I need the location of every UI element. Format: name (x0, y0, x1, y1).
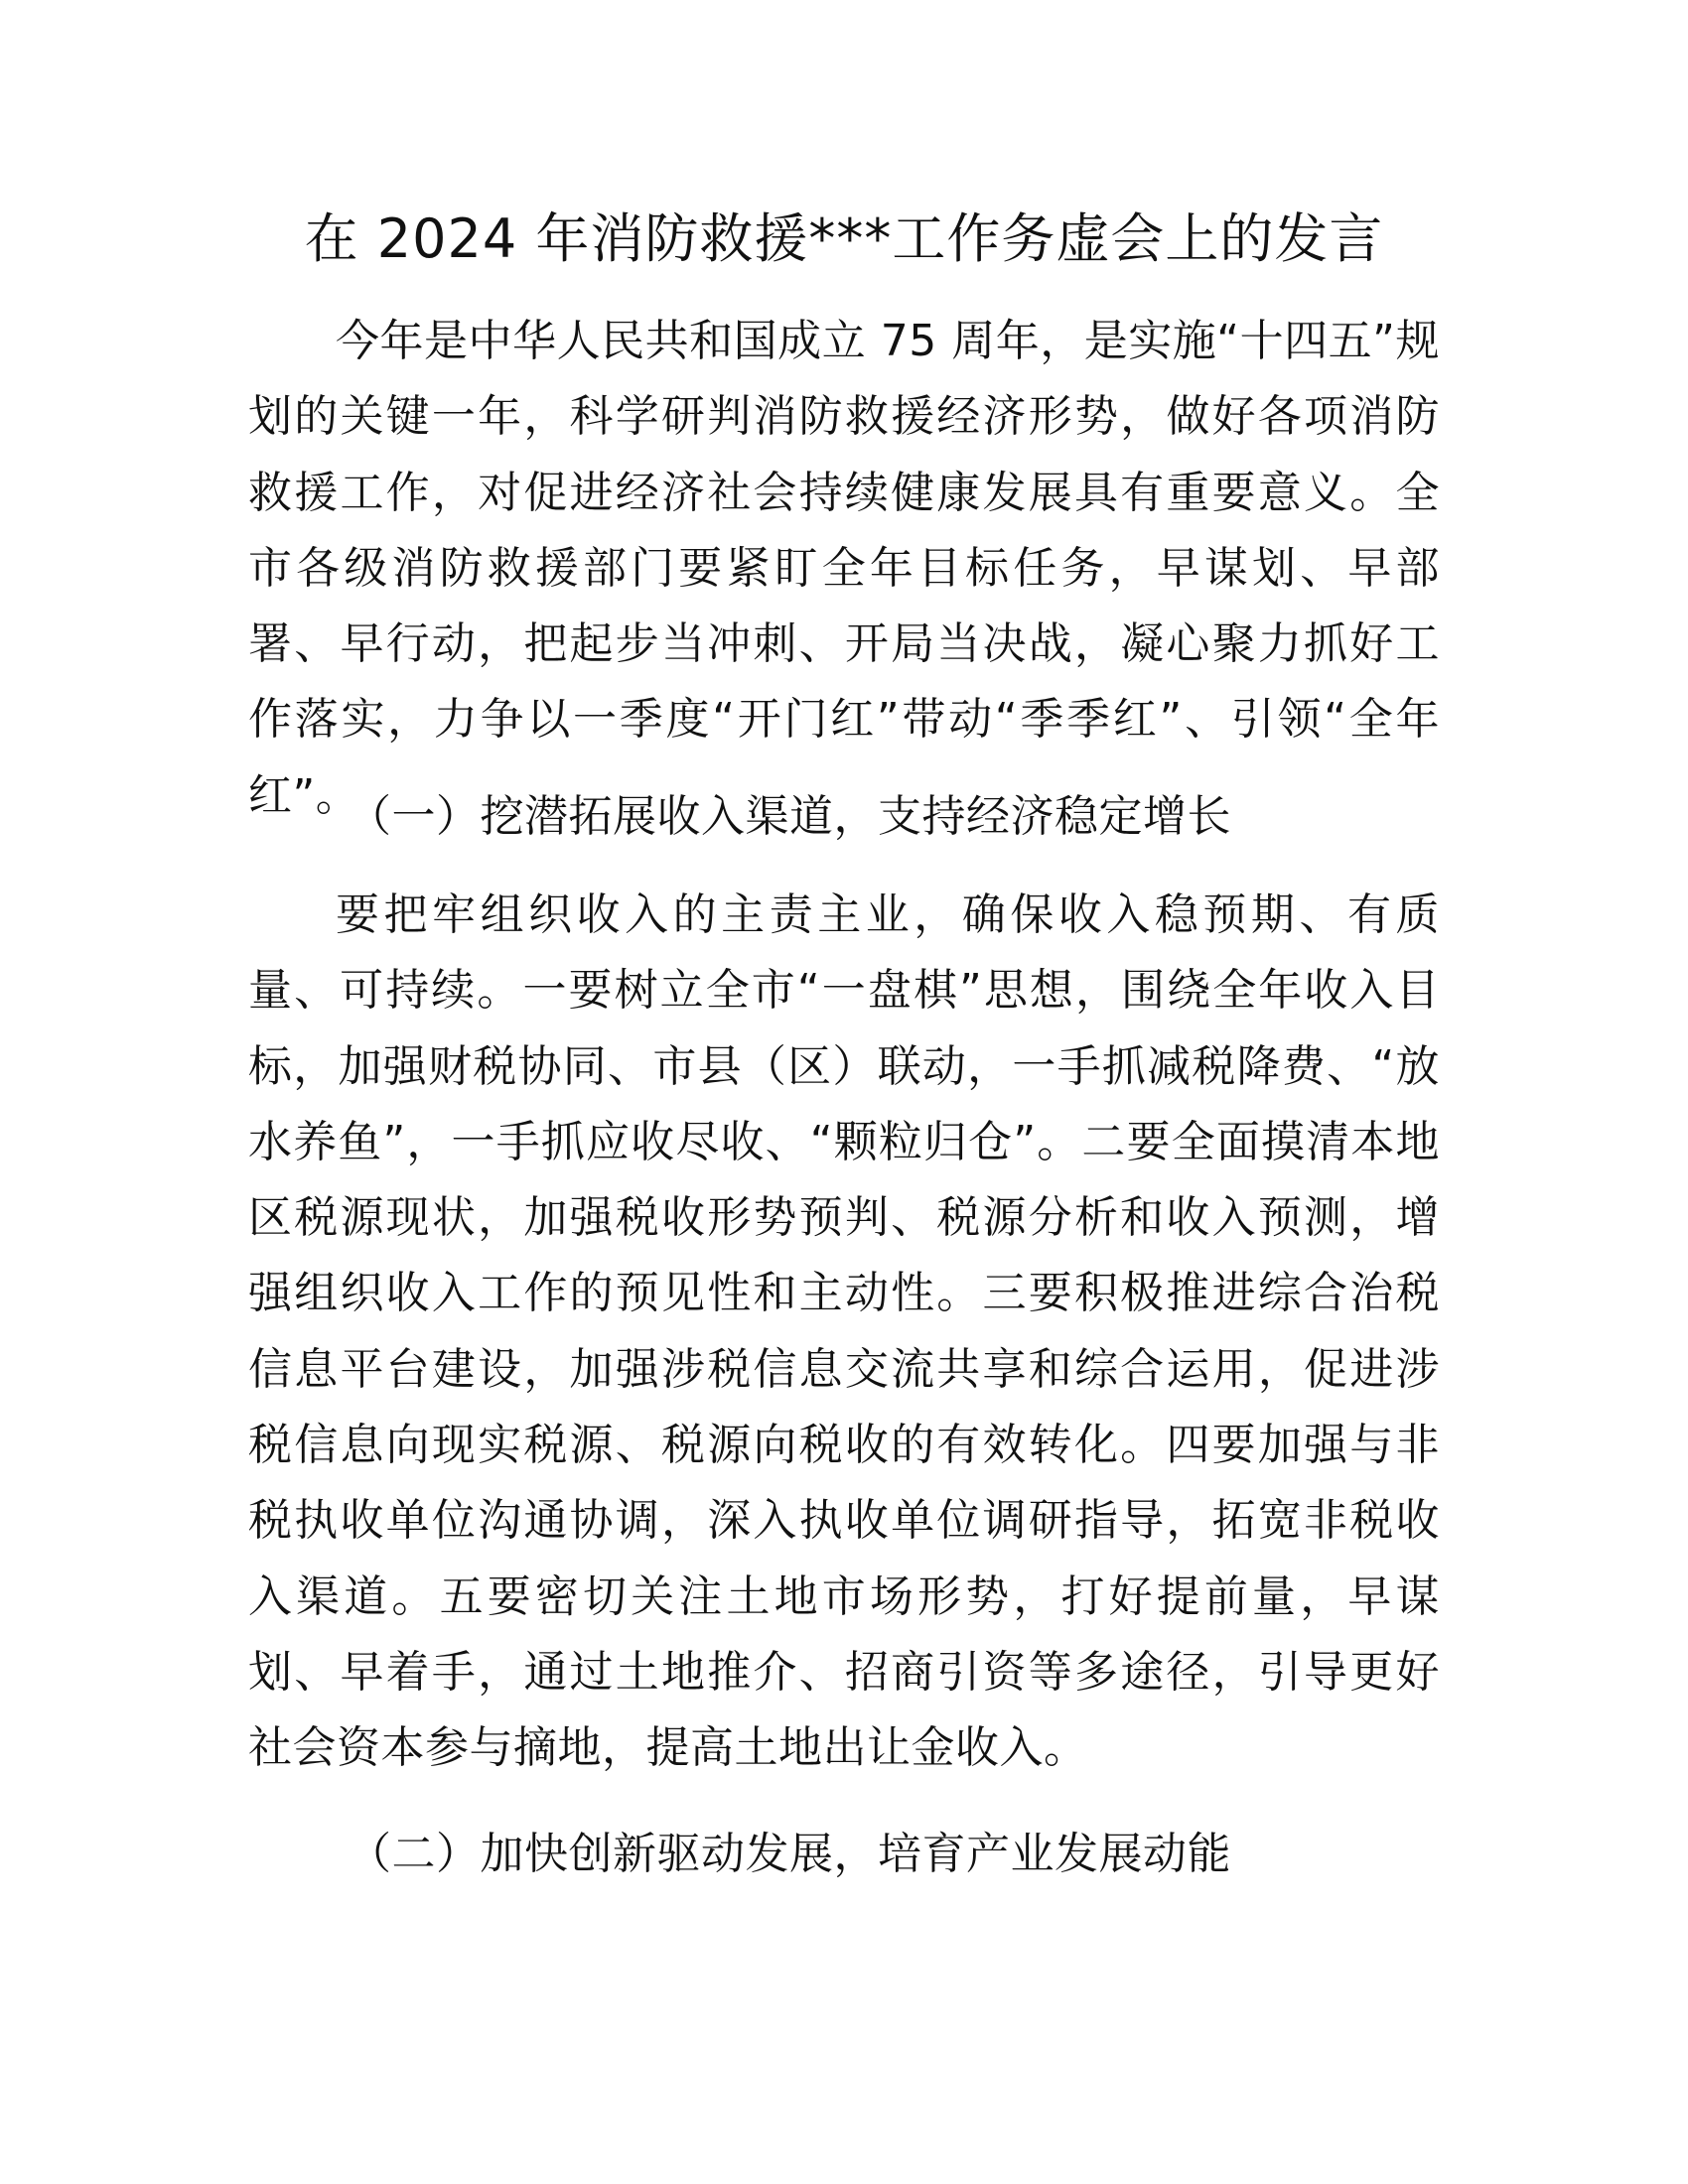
section-heading-1: （一）挖潜拓展收入渠道，支持经济稳定增长 (348, 791, 1231, 842)
section-heading-2: （二）加快创新驱动发展，培育产业发展动能 (348, 1829, 1231, 1879)
document-title: 在 2024 年消防救援***工作务虚会上的发言 (304, 207, 1384, 270)
body-paragraph-intro: 今年是中华人民共和国成立 75 周年，是实施“十四五”规划的关键一年，科学研判消防救援经济形势，做好各项消防救援工作，对促进经济社会持续健康发展具有重要意义。全市各级消防救援部门要紧盯全年目标任务，早谋划、早部署、早行动，把起步当冲刺、开局当决战，凝心聚力抓好工作落实，力争以一季度“开门红”带动“季季红”、引领“全年红”。 (248, 316, 1440, 821)
body-paragraph-revenue: 要把牢组织收入的主责主业，确保收入稳预期、有质量、可持续。一要树立全市“一盘棋”思想，围绕全年收入目标，加强财税协同、市县（区）联动，一手抓减税降费、“放水养鱼”，一手抓应收尽收、“颗粒归仓”。二要全面摸清本地区税源现状，加强税收形势预判、税源分析和收入预测，增强组织收入工作的预见性和主动性。三要积极推进综合治税信息平台建设，加强涉税信息交流共享和综合运用，促进涉税信息向现实税源、税源向税收的有效转化。四要加强与非税执收单位沟通协调，深入执收单位调研指导，拓宽非税收入渠道。五要密切关注土地市场形势，打好提前量，早谋划、早着手，通过土地推介、招商引资等多途径，引导更好社会资本参与摘地，提高土地出让金收入。 (248, 889, 1440, 1774)
